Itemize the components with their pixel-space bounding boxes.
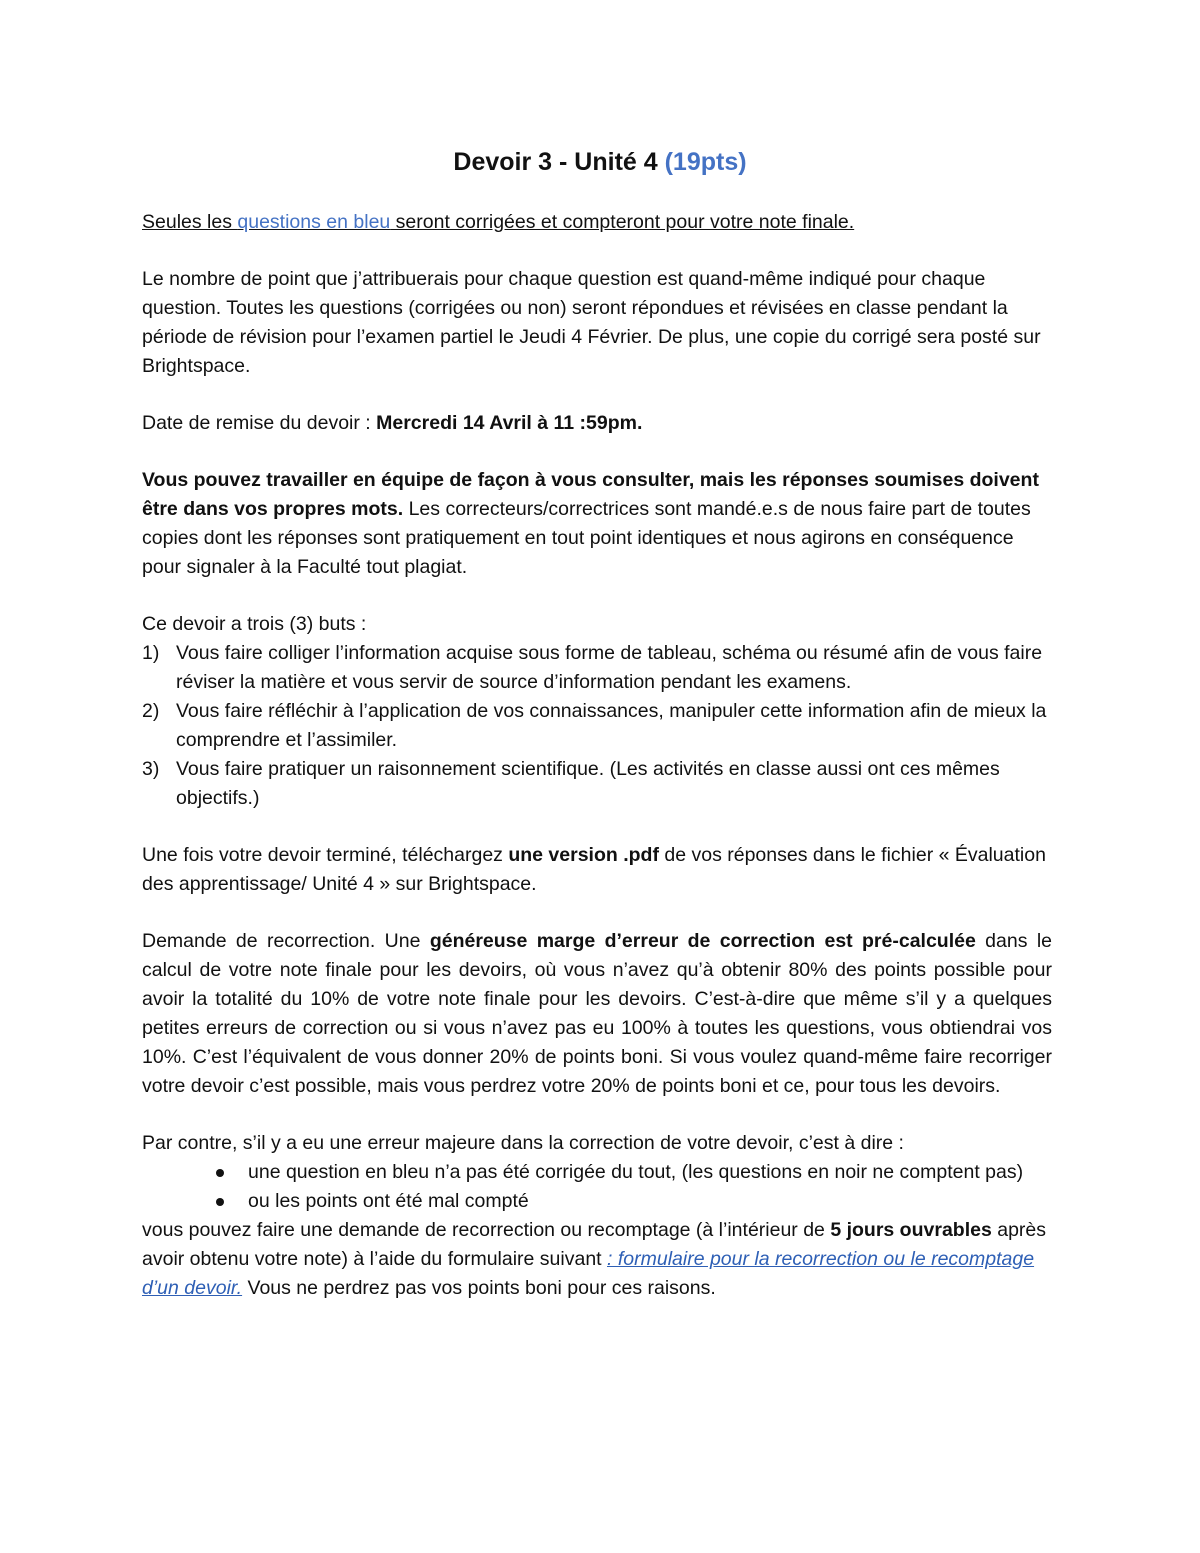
teamwork-paragraph [142, 466, 1052, 582]
bullet-item [142, 1158, 1052, 1187]
goals-list [142, 639, 1052, 813]
teamwork-bold: Vous pouvez travailler en équipe de façon à vous consulter, mais les réponses soumises doivent être dans vos propres mots. [142, 469, 1039, 520]
title-main: Devoir 3 - Unité 4 [453, 148, 665, 176]
goal-text: Vous faire colliger l’information acquise sous forme de tableau, schéma ou résumé afin de vous faire réviser la matière et vous servir de source d’information pendant les examens. [176, 642, 1043, 693]
bullet-text: ou les points ont été mal compté [248, 1190, 529, 1212]
goal-number: 1) [142, 642, 160, 664]
goal-number: 3) [142, 758, 160, 780]
goal-item [142, 697, 1052, 755]
recorrection-paragraph [142, 927, 1052, 1101]
upload-text-start: Une fois votre devoir terminé, téléchargez [142, 844, 509, 866]
due-date-label: Date de remise du devoir : [142, 412, 377, 434]
recorrection-text-start: Demande de recorrection. Une [142, 930, 430, 952]
recorrection-request [142, 1216, 1052, 1303]
recorrection-text-end: dans le calcul de votre note finale pour les devoirs, où vous n’avez qu’à obtenir 80% des points possible pour avoir la totalité du 10% de votre note finale pour les devoirs. C’est-à-dire que même s’il y a quelques petites erreurs de correction ou si vous n’avez pas eu 100% à toutes les questions, vous obtiendrai vos 10%. C’est l’équivalent de vous donner 20% de points boni. Si vous voulez quand-même faire recorriger votre devoir c’est possible, mais vous perdrez votre 20% de points boni et ce, pour tous les devoirs. [142, 930, 1052, 1097]
request-text-end: Vous ne perdrez pas vos points boni pour ces raisons. [242, 1277, 716, 1299]
due-date [142, 409, 1052, 438]
notice-blue-questions: questions en bleu [237, 211, 391, 233]
correction-notice [142, 208, 1052, 237]
major-error-intro: Par contre, s’il y a eu une erreur majeure dans la correction de votre devoir, c’est à dire : [142, 1132, 904, 1154]
goal-item [142, 755, 1052, 813]
title-points: (19pts) [664, 148, 747, 176]
major-error-list [142, 1158, 1052, 1216]
notice-text-end: seront corrigées et compteront pour votre note finale. [390, 211, 855, 233]
page-title [0, 146, 1200, 178]
recorrection-bold: généreuse marge d’erreur de correction est pré-calculée [429, 930, 976, 952]
goal-number: 2) [142, 700, 160, 722]
recorrection-form-link[interactable]: : formulaire pour la recorrection ou le recomptage d’un devoir. [142, 1248, 1035, 1299]
bullet-icon [216, 1198, 224, 1206]
bullet-text: une question en bleu n’a pas été corrigée du tout, (les questions en noir ne comptent pas) [248, 1161, 1024, 1183]
request-text-start: vous pouvez faire une demande de recorrection ou recomptage (à l’intérieur de [142, 1219, 831, 1241]
bullet-icon [216, 1169, 224, 1177]
upload-text-end: de vos réponses dans le fichier « Évaluation des apprentissage/ Unité 4 » sur Brightspace. [142, 844, 1046, 895]
request-deadline: 5 jours ouvrables [830, 1219, 992, 1241]
teamwork-rest: Les correcteurs/correctrices sont mandé.e.s de nous faire part de toutes copies dont les réponses sont pratiquement en tout point identiques et nous agirons en conséquence pour signaler à la Faculté tout plagiat. [142, 498, 1031, 578]
goal-text: Vous faire réfléchir à l’application de vos connaissances, manipuler cette information afin de mieux la comprendre et l’assimiler. [176, 700, 1047, 751]
intro-paragraph: Le nombre de point que j’attribuerais pour chaque question est quand-même indiqué pour chaque question. Toutes les questions (corrigées ou non) seront répondues et révisées en classe pendant la période de révision pour l’examen partiel le Jeudi 4 Février. De plus, une copie du corrigé sera posté sur Brightspace. [142, 268, 1041, 377]
notice-text-start: Seules les [142, 211, 238, 233]
upload-format: une version .pdf [508, 844, 659, 866]
document-body [142, 208, 1052, 1303]
goals-intro: Ce devoir a trois (3) buts : [142, 613, 367, 635]
goal-text: Vous faire pratiquer un raisonnement scientifique. (Les activités en classe aussi ont ces mêmes objectifs.) [176, 758, 1000, 809]
request-text-mid: après avoir obtenu votre note) à l’aide du formulaire suivant [142, 1219, 1047, 1270]
due-date-value: Mercredi 14 Avril à 11 :59pm. [376, 412, 643, 434]
bullet-item [142, 1187, 1052, 1216]
goal-item [142, 639, 1052, 697]
upload-instructions [142, 841, 1052, 899]
